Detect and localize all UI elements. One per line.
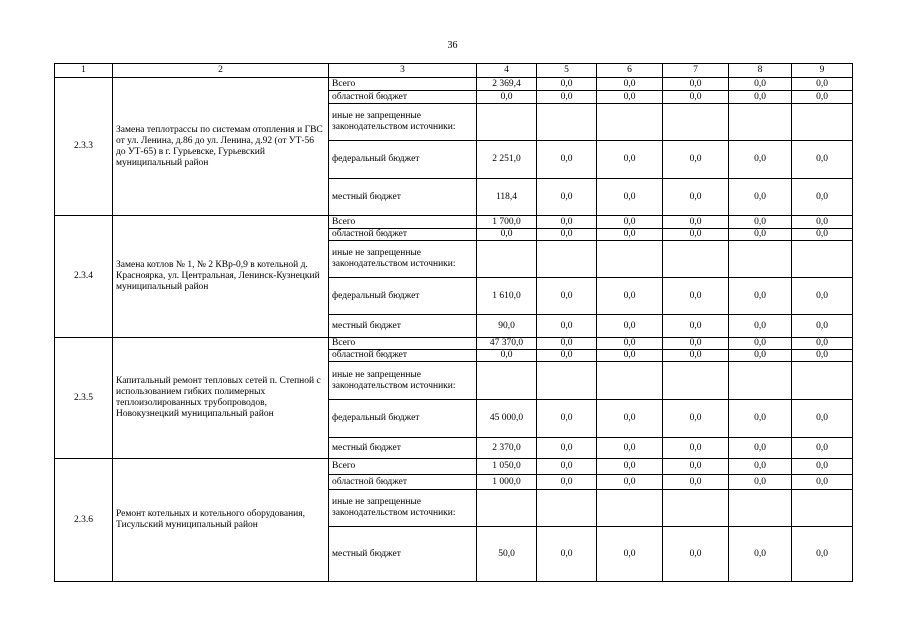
- value-cell: 50,0: [477, 527, 537, 582]
- funding-source: федеральный бюджет: [329, 141, 477, 179]
- funding-source: местный бюджет: [329, 527, 477, 582]
- header-cell: 2: [113, 64, 329, 78]
- item-description: Замена теплотрассы по системам отопления и ГВС от ул. Ленина, д.86 до ул. Ленина, д.92 (от УТ-56 до УТ-65) в г. Гурьевске, Гурьевский муниципальный район: [113, 78, 329, 216]
- value-cell: 0,0: [597, 475, 663, 490]
- value-cell: 0,0: [729, 338, 792, 350]
- value-cell: [663, 362, 729, 400]
- value-cell: [477, 490, 537, 527]
- value-cell: 0,0: [792, 179, 853, 216]
- value-cell: 0,0: [597, 216, 663, 229]
- value-cell: 0,0: [537, 229, 597, 241]
- value-cell: 118,4: [477, 179, 537, 216]
- value-cell: 0,0: [663, 459, 729, 475]
- funding-source: областной бюджет: [329, 91, 477, 104]
- value-cell: [729, 490, 792, 527]
- funding-source: местный бюджет: [329, 179, 477, 216]
- value-cell: 0,0: [792, 475, 853, 490]
- value-cell: 0,0: [597, 315, 663, 338]
- funding-source: иные не запрещенные законодательством источники:: [329, 104, 477, 141]
- header-cell: 8: [729, 64, 792, 78]
- value-cell: 0,0: [729, 475, 792, 490]
- value-cell: [537, 241, 597, 278]
- value-cell: 2 369,4: [477, 78, 537, 91]
- value-cell: 0,0: [597, 278, 663, 315]
- value-cell: [477, 362, 537, 400]
- header-cell: 1: [55, 64, 113, 78]
- value-cell: 0,0: [537, 216, 597, 229]
- header-cell: 3: [329, 64, 477, 78]
- value-cell: [792, 104, 853, 141]
- value-cell: 0,0: [597, 527, 663, 582]
- value-cell: 0,0: [597, 338, 663, 350]
- value-cell: 0,0: [597, 400, 663, 438]
- value-cell: 1 610,0: [477, 278, 537, 315]
- funding-source: федеральный бюджет: [329, 278, 477, 315]
- funding-source: местный бюджет: [329, 438, 477, 459]
- funding-source: областной бюджет: [329, 229, 477, 241]
- value-cell: 0,0: [597, 459, 663, 475]
- value-cell: 0,0: [729, 527, 792, 582]
- table-row: [55, 338, 853, 350]
- value-cell: [537, 362, 597, 400]
- item-description: Капитальный ремонт тепловых сетей п. Степной с использованием гибких полимерных теплоизолированных трубопроводов, Новокузнецкий муниципальный район: [113, 338, 329, 459]
- value-cell: 0,0: [663, 315, 729, 338]
- value-cell: 0,0: [729, 216, 792, 229]
- funding-source: иные не запрещенные законодательством источники:: [329, 362, 477, 400]
- value-cell: 47 370,0: [477, 338, 537, 350]
- item-code: 2.3.3: [55, 78, 113, 216]
- value-cell: [729, 362, 792, 400]
- value-cell: 0,0: [597, 141, 663, 179]
- value-cell: 0,0: [663, 229, 729, 241]
- value-cell: 0,0: [663, 400, 729, 438]
- funding-source: Всего: [329, 459, 477, 475]
- value-cell: 45 000,0: [477, 400, 537, 438]
- value-cell: 0,0: [663, 78, 729, 91]
- value-cell: 0,0: [597, 91, 663, 104]
- value-cell: [537, 490, 597, 527]
- header-cell: 7: [663, 64, 729, 78]
- value-cell: 0,0: [792, 78, 853, 91]
- funding-source: Всего: [329, 338, 477, 350]
- header-cell: 5: [537, 64, 597, 78]
- value-cell: 0,0: [663, 438, 729, 459]
- header-row: [55, 64, 853, 78]
- item-description: Ремонт котельных и котельного оборудования, Тисульский муниципальный район: [113, 459, 329, 582]
- value-cell: 0,0: [792, 400, 853, 438]
- value-cell: 0,0: [729, 350, 792, 362]
- table-row: [55, 216, 853, 229]
- funding-source: федеральный бюджет: [329, 400, 477, 438]
- value-cell: 0,0: [537, 338, 597, 350]
- item-code: 2.3.4: [55, 216, 113, 338]
- value-cell: 0,0: [477, 91, 537, 104]
- value-cell: [597, 104, 663, 141]
- value-cell: 0,0: [663, 179, 729, 216]
- value-cell: 0,0: [792, 438, 853, 459]
- value-cell: 0,0: [663, 475, 729, 490]
- value-cell: [663, 241, 729, 278]
- value-cell: 0,0: [792, 91, 853, 104]
- value-cell: [477, 241, 537, 278]
- value-cell: 0,0: [663, 278, 729, 315]
- value-cell: 0,0: [597, 229, 663, 241]
- value-cell: 0,0: [477, 350, 537, 362]
- value-cell: 0,0: [792, 338, 853, 350]
- value-cell: [597, 362, 663, 400]
- funding-source: иные не запрещенные законодательством источники:: [329, 241, 477, 278]
- item-code: 2.3.5: [55, 338, 113, 459]
- value-cell: 0,0: [537, 315, 597, 338]
- value-cell: 0,0: [537, 400, 597, 438]
- value-cell: [729, 241, 792, 278]
- value-cell: 0,0: [663, 527, 729, 582]
- value-cell: 0,0: [792, 459, 853, 475]
- value-cell: 0,0: [597, 179, 663, 216]
- value-cell: 90,0: [477, 315, 537, 338]
- value-cell: 0,0: [729, 459, 792, 475]
- value-cell: [597, 490, 663, 527]
- value-cell: 0,0: [729, 278, 792, 315]
- value-cell: 0,0: [792, 315, 853, 338]
- value-cell: [792, 241, 853, 278]
- item-description: Замена котлов № 1, № 2 КВр-0,9 в котельной д. Красноярка, ул. Центральная, Ленинск-Кузнецкий муниципальный район: [113, 216, 329, 338]
- value-cell: 2 370,0: [477, 438, 537, 459]
- value-cell: [729, 104, 792, 141]
- header-cell: 6: [597, 64, 663, 78]
- value-cell: 0,0: [477, 229, 537, 241]
- funding-source: Всего: [329, 78, 477, 91]
- value-cell: 0,0: [663, 141, 729, 179]
- header-cell: 9: [792, 64, 853, 78]
- value-cell: 0,0: [663, 91, 729, 104]
- value-cell: 0,0: [597, 350, 663, 362]
- value-cell: 0,0: [792, 527, 853, 582]
- value-cell: 0,0: [729, 179, 792, 216]
- value-cell: 0,0: [537, 91, 597, 104]
- value-cell: 0,0: [729, 141, 792, 179]
- value-cell: 0,0: [537, 350, 597, 362]
- value-cell: 0,0: [537, 278, 597, 315]
- funding-source: местный бюджет: [329, 315, 477, 338]
- page-number: 36: [447, 40, 458, 51]
- value-cell: 0,0: [537, 438, 597, 459]
- value-cell: 0,0: [792, 278, 853, 315]
- value-cell: 0,0: [792, 141, 853, 179]
- value-cell: [477, 104, 537, 141]
- value-cell: 1 700,0: [477, 216, 537, 229]
- value-cell: 0,0: [663, 350, 729, 362]
- value-cell: [663, 490, 729, 527]
- table-row: [55, 78, 853, 91]
- value-cell: 0,0: [537, 78, 597, 91]
- value-cell: [597, 241, 663, 278]
- value-cell: [663, 104, 729, 141]
- item-code: 2.3.6: [55, 459, 113, 582]
- value-cell: 1 000,0: [477, 475, 537, 490]
- value-cell: 0,0: [537, 459, 597, 475]
- funding-source: Всего: [329, 216, 477, 229]
- value-cell: 0,0: [537, 179, 597, 216]
- value-cell: 0,0: [729, 315, 792, 338]
- header-cell: 4: [477, 64, 537, 78]
- value-cell: 0,0: [729, 400, 792, 438]
- budget-table: [54, 63, 853, 582]
- value-cell: [792, 362, 853, 400]
- value-cell: 0,0: [729, 438, 792, 459]
- value-cell: 0,0: [663, 216, 729, 229]
- value-cell: 0,0: [729, 78, 792, 91]
- value-cell: 0,0: [537, 141, 597, 179]
- value-cell: 0,0: [597, 78, 663, 91]
- value-cell: 0,0: [729, 229, 792, 241]
- value-cell: 0,0: [792, 350, 853, 362]
- value-cell: 0,0: [537, 475, 597, 490]
- funding-source: иные не запрещенные законодательством источники:: [329, 490, 477, 527]
- value-cell: 0,0: [663, 338, 729, 350]
- value-cell: [792, 490, 853, 527]
- value-cell: 1 050,0: [477, 459, 537, 475]
- value-cell: 0,0: [729, 91, 792, 104]
- funding-source: областной бюджет: [329, 350, 477, 362]
- table-row: [55, 459, 853, 475]
- value-cell: 0,0: [537, 527, 597, 582]
- value-cell: 0,0: [792, 229, 853, 241]
- value-cell: 0,0: [597, 438, 663, 459]
- value-cell: [537, 104, 597, 141]
- funding-source: областной бюджет: [329, 475, 477, 490]
- value-cell: 2 251,0: [477, 141, 537, 179]
- value-cell: 0,0: [792, 216, 853, 229]
